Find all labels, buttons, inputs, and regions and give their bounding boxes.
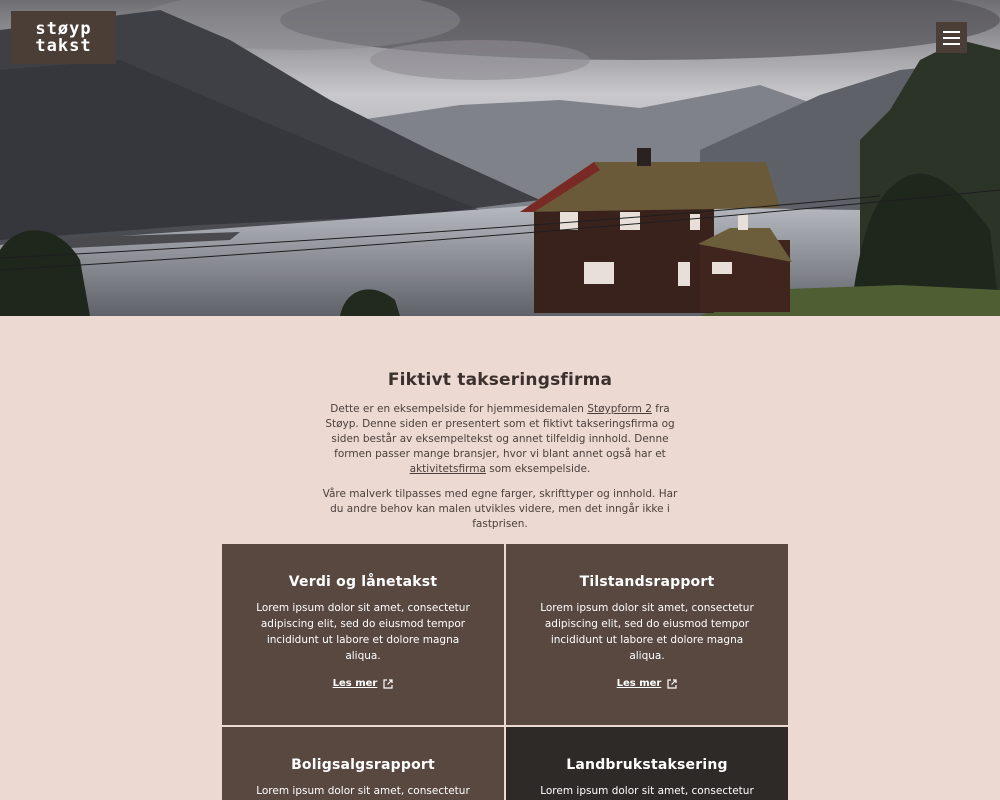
service-card <box>222 727 504 800</box>
card-text: Lorem ipsum dolor sit amet, consectetur <box>540 785 754 797</box>
hamburger-menu-icon[interactable] <box>936 22 967 53</box>
page-title: Fiktivt takseringsfirma <box>387 370 613 390</box>
intro-paragraph-2: Våre malverk tilpasses med egne farger, skrifttyper og innhold. Har du andre behov kan malen utvikles videre, men det inngår ikke i fastprisen. <box>322 488 678 530</box>
external-link-icon <box>667 679 677 689</box>
service-card <box>222 544 504 725</box>
card-text: Lorem ipsum dolor sit amet, consectetur <box>256 785 470 797</box>
service-card <box>506 727 788 800</box>
external-link-icon <box>383 679 393 689</box>
site-logo[interactable] <box>11 11 116 64</box>
stoypform-link[interactable]: Støypform 2 <box>587 403 652 415</box>
card-title: Landbrukstaksering <box>566 757 728 773</box>
service-card <box>506 544 788 725</box>
hero-image <box>0 0 1000 316</box>
card-title: Boligsalgsrapport <box>291 757 435 773</box>
card-title: Tilstandsrapport <box>579 574 715 590</box>
card-text: Lorem ipsum dolor sit amet, consectetur adipiscing elit, sed do eiusmod tempor incididunt ut labore et dolore magna aliqua. <box>256 602 470 662</box>
card-text: Lorem ipsum dolor sit amet, consectetur adipiscing elit, sed do eiusmod tempor incididunt ut labore et dolore magna aliqua. <box>540 602 754 662</box>
landscape-illustration <box>0 0 1000 316</box>
card-title: Verdi og lånetakst <box>288 574 438 590</box>
logo-line-1: støyp <box>35 18 92 39</box>
intro-section <box>0 316 1000 532</box>
read-more-link[interactable]: Les mer <box>333 678 394 689</box>
logo-line-2: takst <box>35 35 92 56</box>
aktivitetsfirma-link[interactable]: aktivitetsfirma <box>409 463 486 475</box>
intro-paragraph-1: Dette er en eksempelside for hjemmesidemalen Støypform 2 fra Støyp. Denne siden er presentert som et fiktivt takseringsfirma og siden består av eksempeltekst og annet tilfeldig innhold. Denne formen passer mange bransjer, hvor vi blant annet også har et aktivitetsfirma som eksempelside. <box>325 403 675 475</box>
read-more-link[interactable]: Les mer <box>617 678 678 689</box>
